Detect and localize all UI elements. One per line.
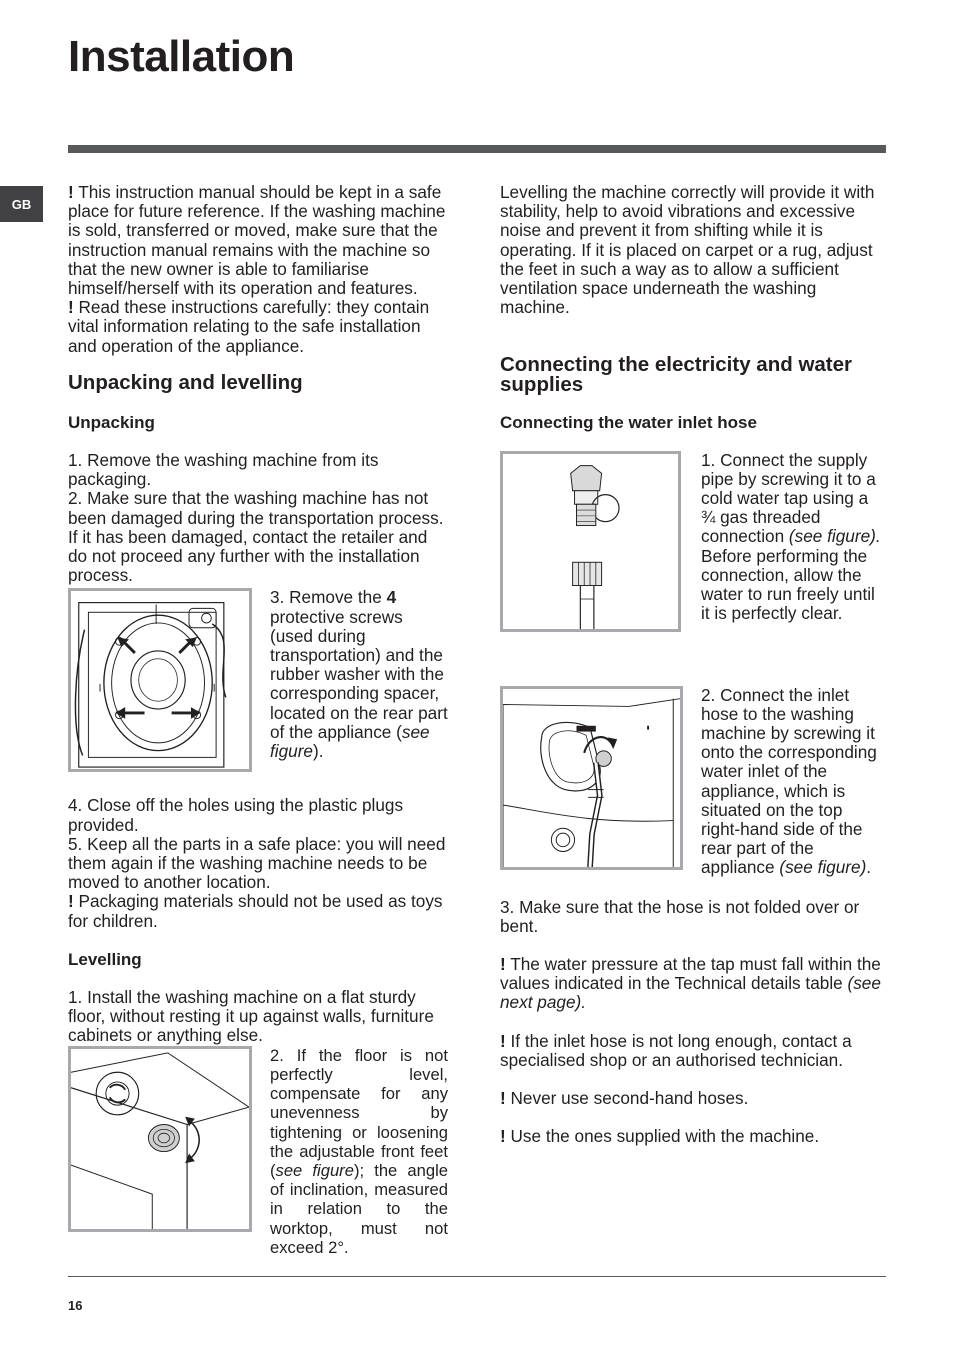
inlet-connection-figure <box>500 686 683 870</box>
warning-mark: ! <box>68 182 74 202</box>
levelling-info-paragraph: Levelling the machine correctly will provide it with stability, help to avoid vibrations and excessive noise and prevent it from shifting while it is operating. If it is placed on carpet or a rug, adjust the feet in such a way as to allow a sufficient ventilation space underneath the washing machine. <box>500 182 875 318</box>
subheading-water-inlet-hose: Connecting the water inlet hose <box>500 413 757 433</box>
section-heading-unpacking-levelling: Unpacking and levelling <box>68 370 303 394</box>
top-rule <box>68 145 886 153</box>
warning-mark: ! <box>500 1030 506 1051</box>
levelling-step-2: 2. If the floor is not perfectly level, compensate for any unevenness by tightening or loosening the adjustable front feet (see figure); the angle of inclination, measured in relation to the worktop, must not exceed 2°. <box>270 1045 449 1257</box>
unpacking-step-4: 4. Close off the holes using the plastic plugs provided. <box>68 795 404 835</box>
right-column <box>500 183 886 1146</box>
intro-paragraph-2: ! Read these instructions carefully: they contain vital information relating to the safe installation and operation of the appliance. <box>68 297 430 356</box>
section-heading-connecting: Connecting the electricity and water supplies <box>500 353 852 397</box>
page-number: 16 <box>68 1298 83 1313</box>
hose-step-3: 3. Make sure that the hose is not folded over or bent. <box>500 896 860 936</box>
intro-paragraph-1: ! This instruction manual should be kept in a safe place for future reference. If the washing machine is sold, transferred or moved, make sure that the instruction manual remains with the machine so that the new owner is able to familiarise himself/herself with its operation and features. <box>68 182 446 299</box>
warning-mark: ! <box>500 1126 506 1147</box>
page-title: Installation <box>68 32 295 81</box>
levelling-feet-figure <box>68 1046 252 1232</box>
hose-step-2: 2. Connect the inlet hose to the washing machine by screwing it onto the corresponding water inlet of the appliance, which is situated on the top right-hand side of the rear part of the appliance (see figure). <box>701 684 877 878</box>
supplied-hoses-note: ! Use the ones supplied with the machine. <box>500 1126 820 1147</box>
water-pressure-note: ! The water pressure at the tap must fall within the values indicated in the Technical details table (see next page). <box>500 954 881 1013</box>
unpacking-step-5: 5. Keep all the parts in a safe place: you will need them again if the washing machine needs to be moved to another location. <box>68 833 446 893</box>
tap-hose-illustration <box>503 454 678 629</box>
inlet-hose-illustration <box>503 689 680 867</box>
warning-mark: ! <box>500 954 506 975</box>
rear-panel-illustration <box>71 591 249 769</box>
adjustable-foot-illustration <box>71 1049 249 1229</box>
unpacking-step-1: 1. Remove the washing machine from its packaging. <box>68 450 379 490</box>
unpacking-step-3: 3. Remove the 4 protective screws (used during transportation) and the rubber washer with the corresponding spacer, located on the rear part of the appliance (see figure). <box>270 587 448 762</box>
warning-mark: ! <box>500 1088 506 1109</box>
unpacking-step-2: 2. Make sure that the washing machine has not been damaged during the transportation process. If it has been damaged, contact the retailer and do not proceed any further with the installation process. <box>68 488 444 586</box>
subheading-levelling: Levelling <box>68 949 142 969</box>
left-column <box>68 183 448 1257</box>
rear-screws-figure <box>68 588 252 772</box>
tap-connection-figure <box>500 451 681 632</box>
hose-length-note: ! If the inlet hose is not long enough, contact a specialised shop or an authorised technician. <box>500 1030 852 1070</box>
subheading-unpacking: Unpacking <box>68 412 155 432</box>
language-tab: GB <box>0 186 43 222</box>
warning-mark: ! <box>68 297 74 318</box>
bottom-rule <box>68 1276 886 1277</box>
hose-step-1: 1. Connect the supply pipe by screwing it to a cold water tap using a ¾ gas threaded connection (see figure). Before performing the connection, allow the water to run freely until it is perfectly clear. <box>701 449 881 624</box>
levelling-step-1: 1. Install the washing machine on a flat sturdy floor, without resting it up against walls, furniture cabinets or anything else. <box>68 987 434 1046</box>
packaging-warning: ! Packaging materials should not be used as toys for children. <box>68 891 443 931</box>
second-hand-hoses-note: ! Never use second-hand hoses. <box>500 1088 749 1109</box>
warning-mark: ! <box>68 891 74 912</box>
